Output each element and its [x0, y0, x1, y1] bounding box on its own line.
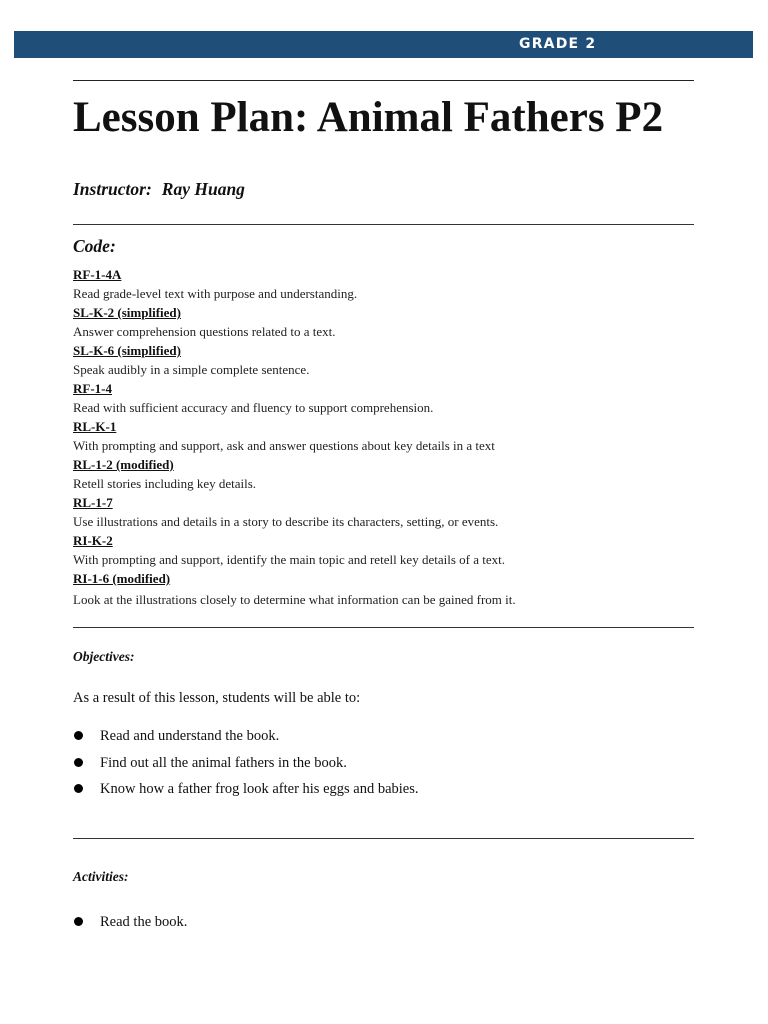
standard-description: Retell stories including key details.: [73, 476, 257, 491]
standard-code: RL-1-7: [73, 495, 113, 510]
standard-description: Read grade-level text with purpose and understanding.: [73, 286, 358, 301]
objective-text: Read and understand the book.: [100, 728, 280, 744]
standard-code: RL-1-2 (modified): [73, 457, 174, 472]
standard-description: Read with sufficient accuracy and fluency to support comprehension.: [73, 400, 434, 415]
code-item: [73, 379, 694, 417]
standard-code: SL-K-2 (simplified): [73, 305, 181, 320]
bullet-icon: [74, 784, 83, 793]
standard-description: Use illustrations and details in a story to describe its characters, setting, or events.: [73, 514, 499, 529]
objective-text: Find out all the animal fathers in the book.: [100, 754, 347, 771]
standard-description: Speak audibly in a simple complete sentence.: [73, 362, 310, 377]
standard-code: RI-K-2: [73, 533, 113, 548]
objective-text: Know how a father frog look after his eggs and babies.: [100, 781, 419, 798]
bullet-icon: [74, 758, 83, 767]
standard-code: RI-1-6 (modified): [73, 571, 171, 586]
objectives-heading: Objectives:: [73, 649, 135, 664]
divider: [73, 627, 694, 628]
bullet-icon: [74, 731, 83, 740]
code-item: [73, 493, 694, 531]
divider: [73, 224, 694, 225]
code-item: [73, 303, 694, 341]
list-item: [73, 779, 419, 806]
instructor-label: Instructor:: [73, 179, 152, 199]
code-item: [73, 569, 694, 607]
code-item: [73, 341, 694, 379]
code-item: [73, 531, 694, 569]
objectives-list: [73, 726, 419, 806]
list-item: [73, 912, 187, 939]
standard-description: Answer comprehension questions related to a text.: [73, 324, 336, 339]
list-item: [73, 726, 419, 753]
grade-label: GRADE 2: [519, 36, 597, 52]
activity-text: Read the book.: [100, 914, 188, 930]
grade-banner: [14, 31, 753, 58]
standard-code: SL-K-6 (simplified): [73, 343, 181, 358]
code-item: [73, 455, 694, 493]
standard-description: Look at the illustrations closely to determine what information can be gained from it.: [73, 592, 516, 607]
list-item: [73, 753, 419, 780]
code-item: [73, 417, 694, 455]
activities-heading: Activities:: [73, 869, 129, 884]
standard-description: With prompting and support, ask and answer questions about key details in a text: [73, 438, 495, 453]
instructor-name: Ray Huang: [161, 179, 245, 199]
objectives-intro: As a result of this lesson, students will be able to:: [73, 690, 361, 706]
activities-list: [73, 912, 187, 939]
standard-code: RF-1-4: [73, 381, 112, 396]
code-list: [73, 265, 694, 607]
page-title: Lesson Plan: Animal Fathers P2: [73, 94, 664, 141]
code-heading: Code:: [73, 236, 116, 256]
code-item: [73, 265, 694, 303]
standard-code: RL-K-1: [73, 419, 117, 434]
divider: [73, 838, 694, 839]
standard-code: RF-1-4A: [73, 267, 122, 282]
bullet-icon: [74, 917, 83, 926]
standard-description: With prompting and support, identify the main topic and retell key details of a text.: [73, 552, 505, 567]
top-divider: [73, 80, 694, 81]
instructor-line: [73, 179, 245, 200]
